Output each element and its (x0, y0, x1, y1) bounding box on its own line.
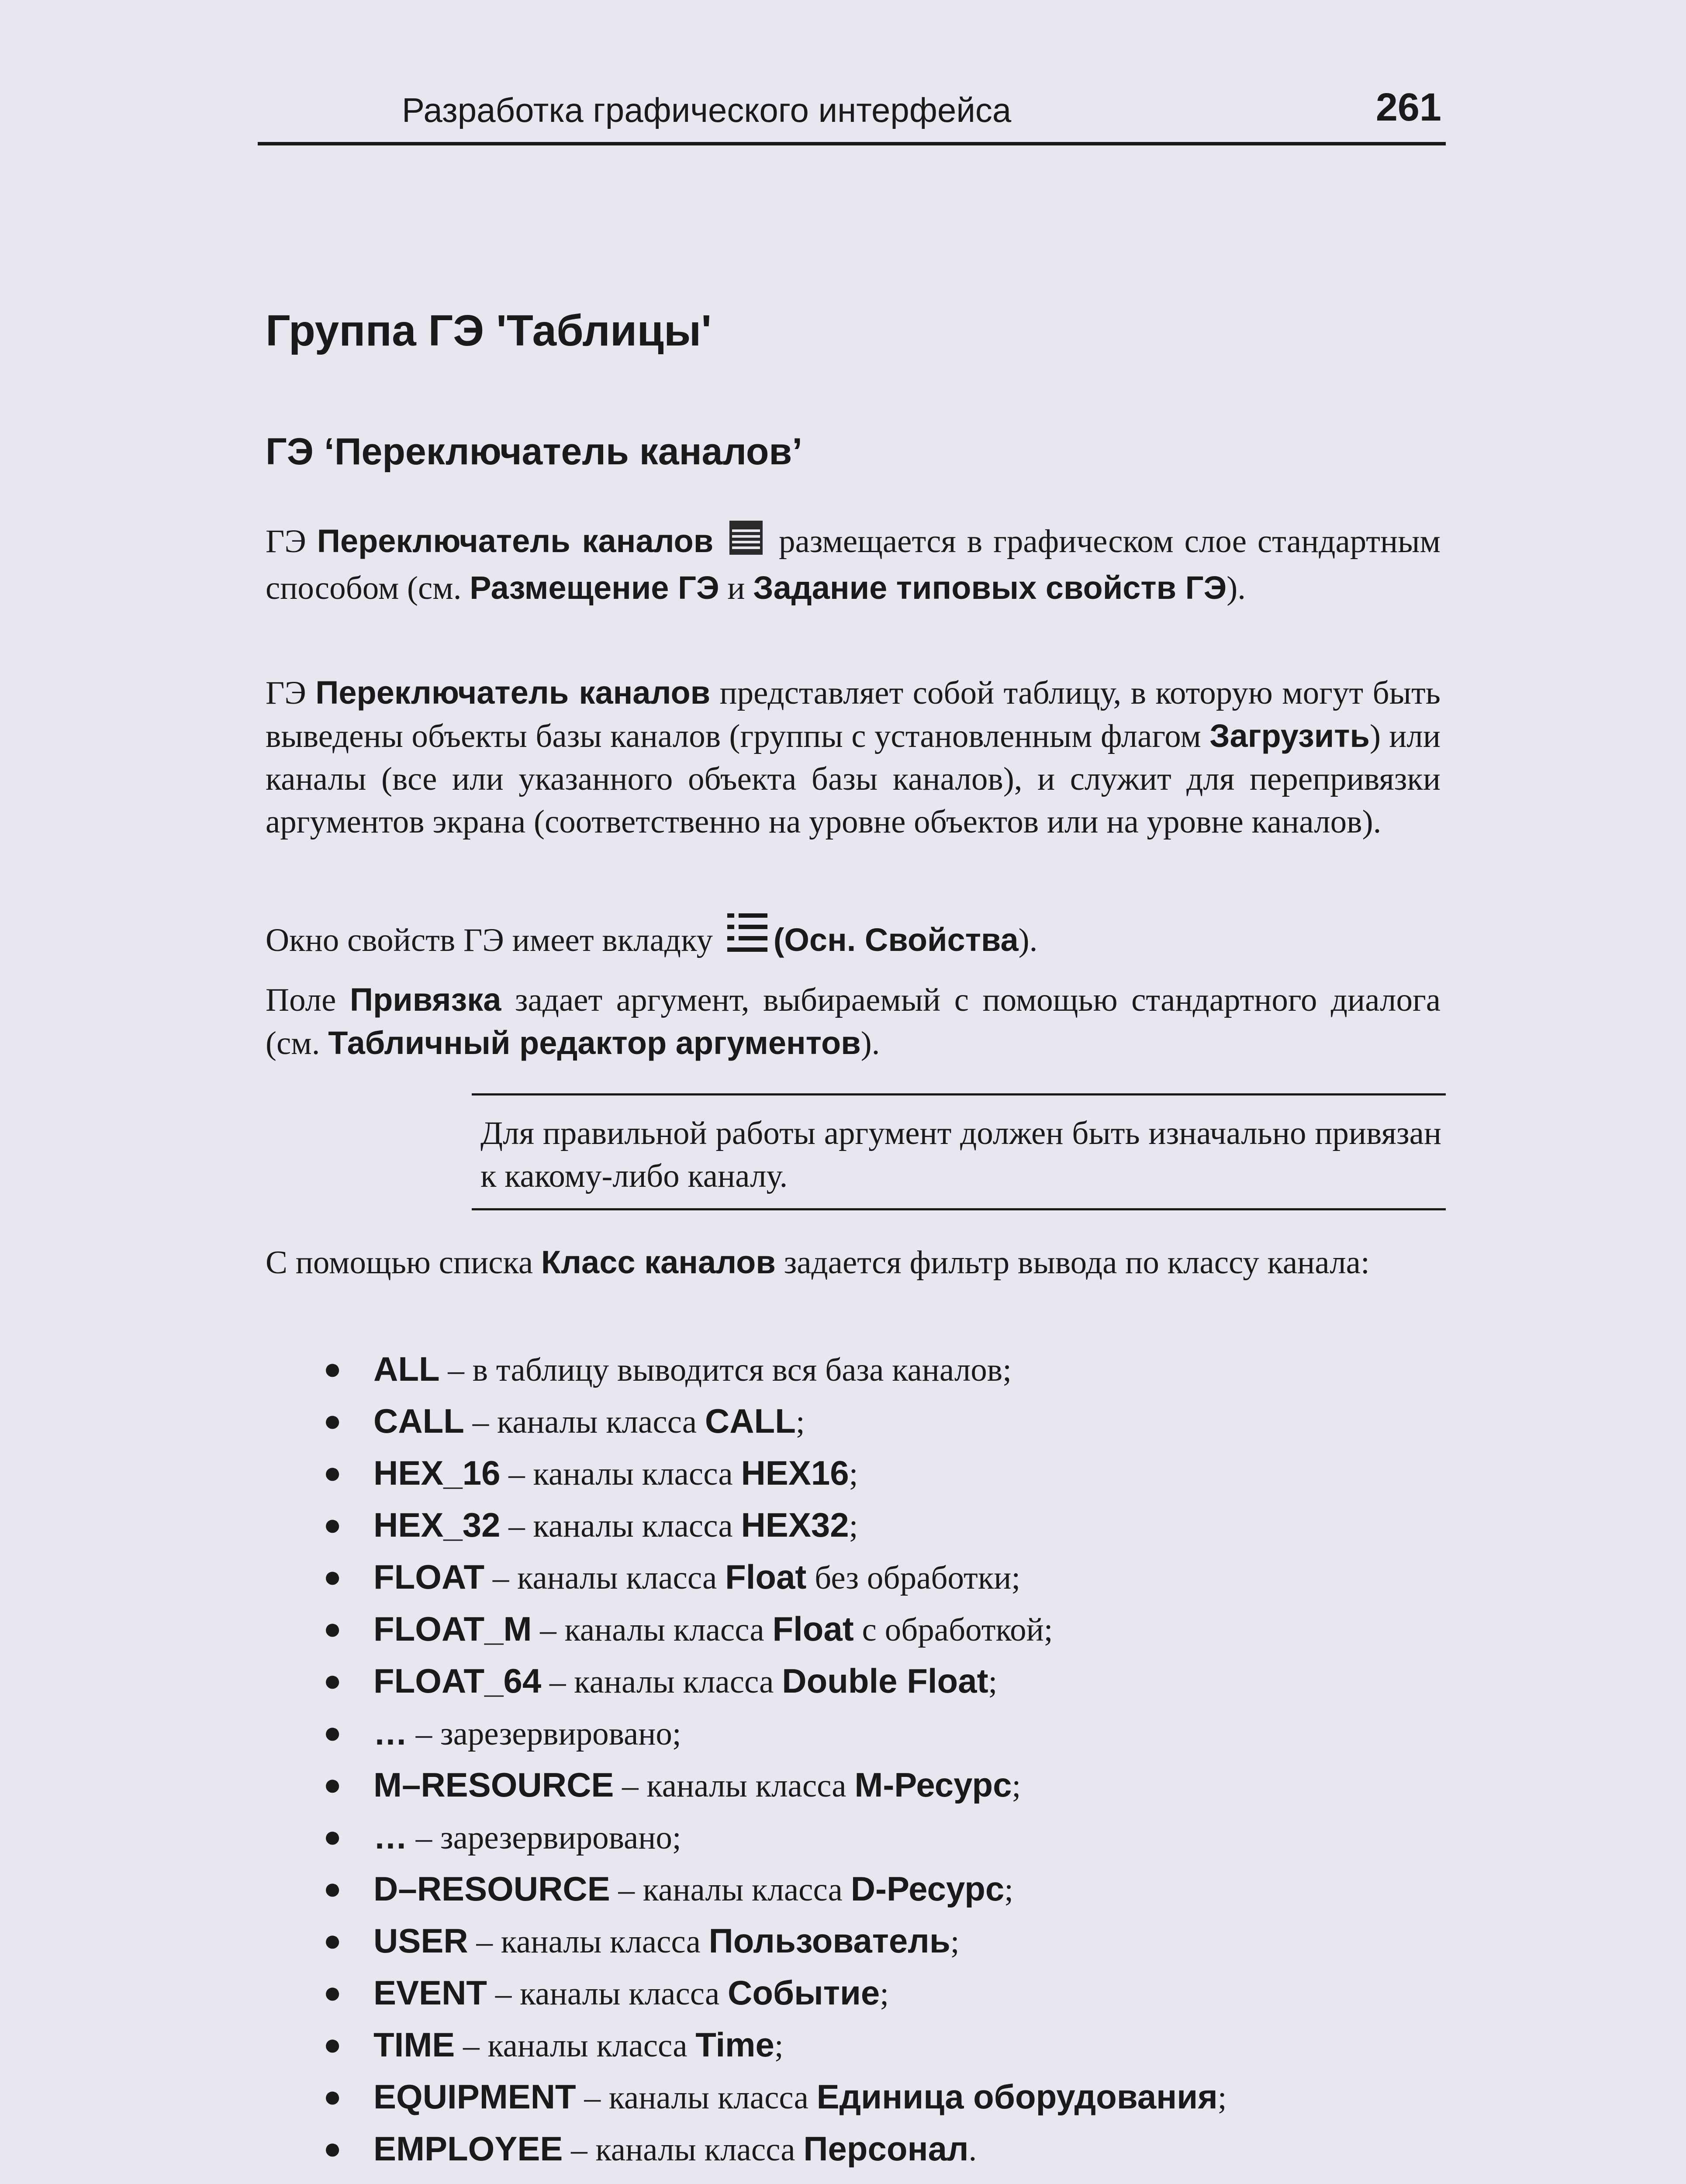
list-item: ● ALL – в таблицу выводится вся база каналов; (323, 1350, 1012, 1388)
note-text: Для правильной работы аргумент должен быть изначально привязан к какому-либо каналу. (480, 1115, 1441, 1194)
running-header-title: Разработка графического интерфейса (402, 91, 1012, 129)
list-item: ● … – зарезервировано; (323, 1714, 681, 1752)
subsection-title: ГЭ ‘Переключатель каналов’ (266, 431, 803, 473)
channel-class-list (323, 1343, 1227, 2175)
page-number: 261 (1375, 86, 1441, 129)
table-grid-icon (729, 520, 764, 567)
paragraph-properties-tab: Окно свойств ГЭ имеет вкладку (Осн. Свойства). (266, 911, 1441, 965)
list-item: ● EQUIPMENT – каналы класса Единица оборудования; (323, 2077, 1227, 2116)
link-placement: Размещение ГЭ (470, 570, 719, 606)
list-item: ● D–RESOURCE – каналы класса D-Ресурс; (323, 1870, 1014, 1908)
list-item: ● M–RESOURCE – каналы класса M-Ресурс; (323, 1766, 1021, 1804)
paragraph-placement: ГЭ Переключатель каналов размещается в графическом слое стандартным способом (см. Размещение ГЭ и Задание типовых свойств ГЭ). (266, 520, 1441, 610)
paragraph-binding: Поле Привязка задает аргумент, выбираемый с помощью стандартного диалога (см. Табличный редактор аргументов). (266, 981, 1441, 1061)
paragraph-description: ГЭ Переключатель каналов представляет собой таблицу, в которую могут быть выведены объекты базы каналов (группы с установленным флагом Загрузить) или каналы (все или указанного объекта базы каналов), и служит для перепривязки аргументов экрана (соответственно на уровне объектов или на уровне каналов). (266, 674, 1441, 840)
list-item: ● FLOAT_64 – каналы класса Double Float; (323, 1662, 998, 1700)
list-item: ● TIME – каналы класса Time; (323, 2025, 784, 2064)
paragraph-channel-class: С помощью списка Класс каналов задается фильтр вывода по классу канала: (266, 1244, 1370, 1281)
link-typical-properties: Задание типовых свойств ГЭ (753, 570, 1227, 606)
list-item: ● … – зарезервировано; (323, 1818, 681, 1856)
term-main-properties: (Осн. Свойства (773, 922, 1019, 958)
running-header (258, 85, 1446, 145)
list-item: ● EMPLOYEE – каналы класса Персонал. (323, 2129, 977, 2168)
term-channel-switch: Переключатель каналов (315, 674, 711, 711)
term-channel-switch: Переключатель каналов (317, 523, 714, 559)
list-item: ● HEX_16 – каналы класса HEX16; (323, 1454, 858, 1492)
link-table-argument-editor: Табличный редактор аргументов (328, 1025, 861, 1061)
term-load-flag: Загрузить (1209, 718, 1370, 754)
section-title: Группа ГЭ 'Таблицы' (266, 306, 712, 355)
list-item: ● FLOAT_M – каналы класса Float с обработкой; (323, 1610, 1053, 1648)
list-properties-icon (726, 911, 769, 965)
term-binding: Привязка (349, 981, 501, 1018)
list-item: ● USER – каналы класса Пользователь; (323, 1921, 960, 1960)
list-item: ● EVENT – каналы класса Событие; (323, 1973, 889, 2012)
term-channel-class: Класс каналов (541, 1244, 776, 1280)
list-item: ● CALL – каналы класса CALL; (323, 1402, 805, 1440)
list-item: ● FLOAT – каналы класса Float без обработки; (323, 1558, 1021, 1596)
note-box (472, 1093, 1446, 1210)
list-item: ● HEX_32 – каналы класса HEX32; (323, 1506, 858, 1544)
